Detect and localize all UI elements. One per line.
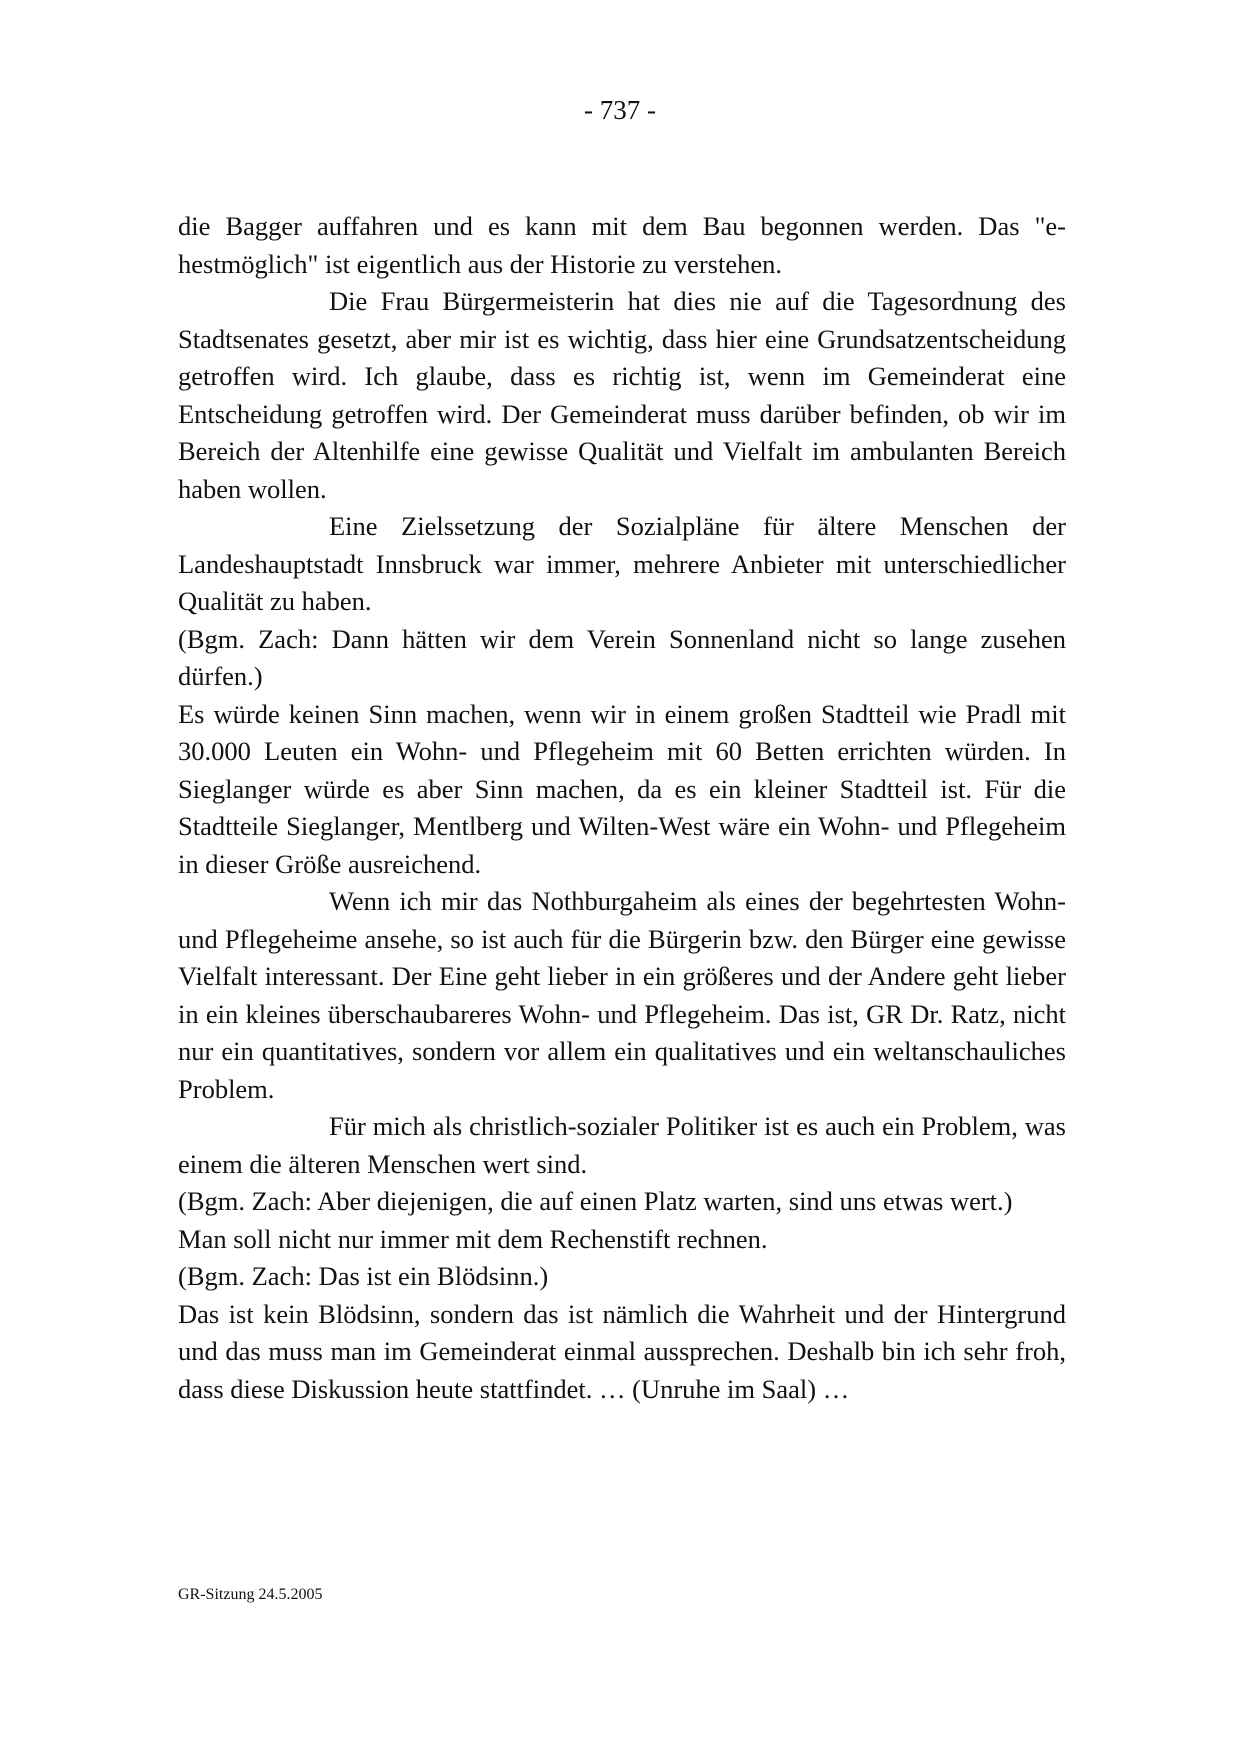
paragraph: die Bagger auffahren und es kann mit dem Bau begonnen werden. Das "ehestmöglich" ist eigentlich aus der Historie zu verstehen. xyxy=(178,211,1066,279)
interjection: (Bgm. Zach: Dann hätten wir dem Verein Sonnenland nicht so lange zusehen dürfen.) xyxy=(178,623,1066,691)
document-body xyxy=(178,208,1066,1408)
paragraph: Es würde keinen Sinn machen, wenn wir in einem großen Stadtteil wie Pradl mit 30.000 Leuten ein Wohn- und Pflegeheim mit 60 Betten errichten würden. In Sieglanger würde es aber Sinn machen, da es ein kleiner Stadtteil ist. Für die Stadtteile Sieglanger, Mentlberg und Wilten-West wäre ein Wohn- und Pflegeheim in dieser Größe ausreichend. xyxy=(178,698,1066,879)
paragraph: Eine Zielssetzung der Sozialpläne für ältere Menschen der Landeshauptstadt Innsbruck war immer, mehrere Anbieter mit unterschiedlicher Qualität zu haben. xyxy=(178,511,1066,616)
paragraph: Wenn ich mir das Nothburgaheim als eines der begehrtesten Wohn- und Pflegeheime ansehe, so ist auch für die Bürgerin bzw. den Bürger eine gewisse Vielfalt interessant. Der Eine geht lieber in ein größeres und der Andere geht lieber in ein kleines überschaubareres Wohn- und Pflegeheim. Das ist, GR Dr. Ratz, nicht nur ein quantitatives, sondern vor allem ein qualitatives und ein weltanschauliches Problem. xyxy=(178,886,1066,1104)
paragraph: Für mich als christlich-sozialer Politiker ist es auch ein Problem, was einem die älteren Menschen wert sind. xyxy=(178,1111,1066,1179)
paragraph: Die Frau Bürgermeisterin hat dies nie auf die Tagesordnung des Stadtsenates gesetzt, aber mir ist es wichtig, dass hier eine Grundsatzentscheidung getroffen wird. Ich glaube, dass es richtig ist, wenn im Gemeinderat eine Entscheidung getroffen wird. Der Gemeinderat muss darüber befinden, ob wir im Bereich der Altenhilfe eine gewisse Qualität und Vielfalt im ambulanten Bereich haben wollen. xyxy=(178,286,1066,504)
interjection: (Bgm. Zach: Das ist ein Blödsinn.) xyxy=(178,1261,549,1291)
page-number: - 737 - xyxy=(584,95,656,125)
interjection: (Bgm. Zach: Aber diejenigen, die auf einen Platz warten, sind uns etwas wert.) xyxy=(178,1186,1013,1216)
paragraph: Man soll nicht nur immer mit dem Rechenstift rechnen. xyxy=(178,1223,768,1254)
paragraph: Das ist kein Blödsinn, sondern das ist nämlich die Wahrheit und der Hintergrund und das muss man im Gemeinderat einmal aussprechen. Deshalb bin ich sehr froh, dass diese Diskussion heute stattfindet. … (Unruhe im Saal) … xyxy=(178,1298,1066,1404)
footer-session-date: GR-Sitzung 24.5.2005 xyxy=(178,1586,323,1603)
